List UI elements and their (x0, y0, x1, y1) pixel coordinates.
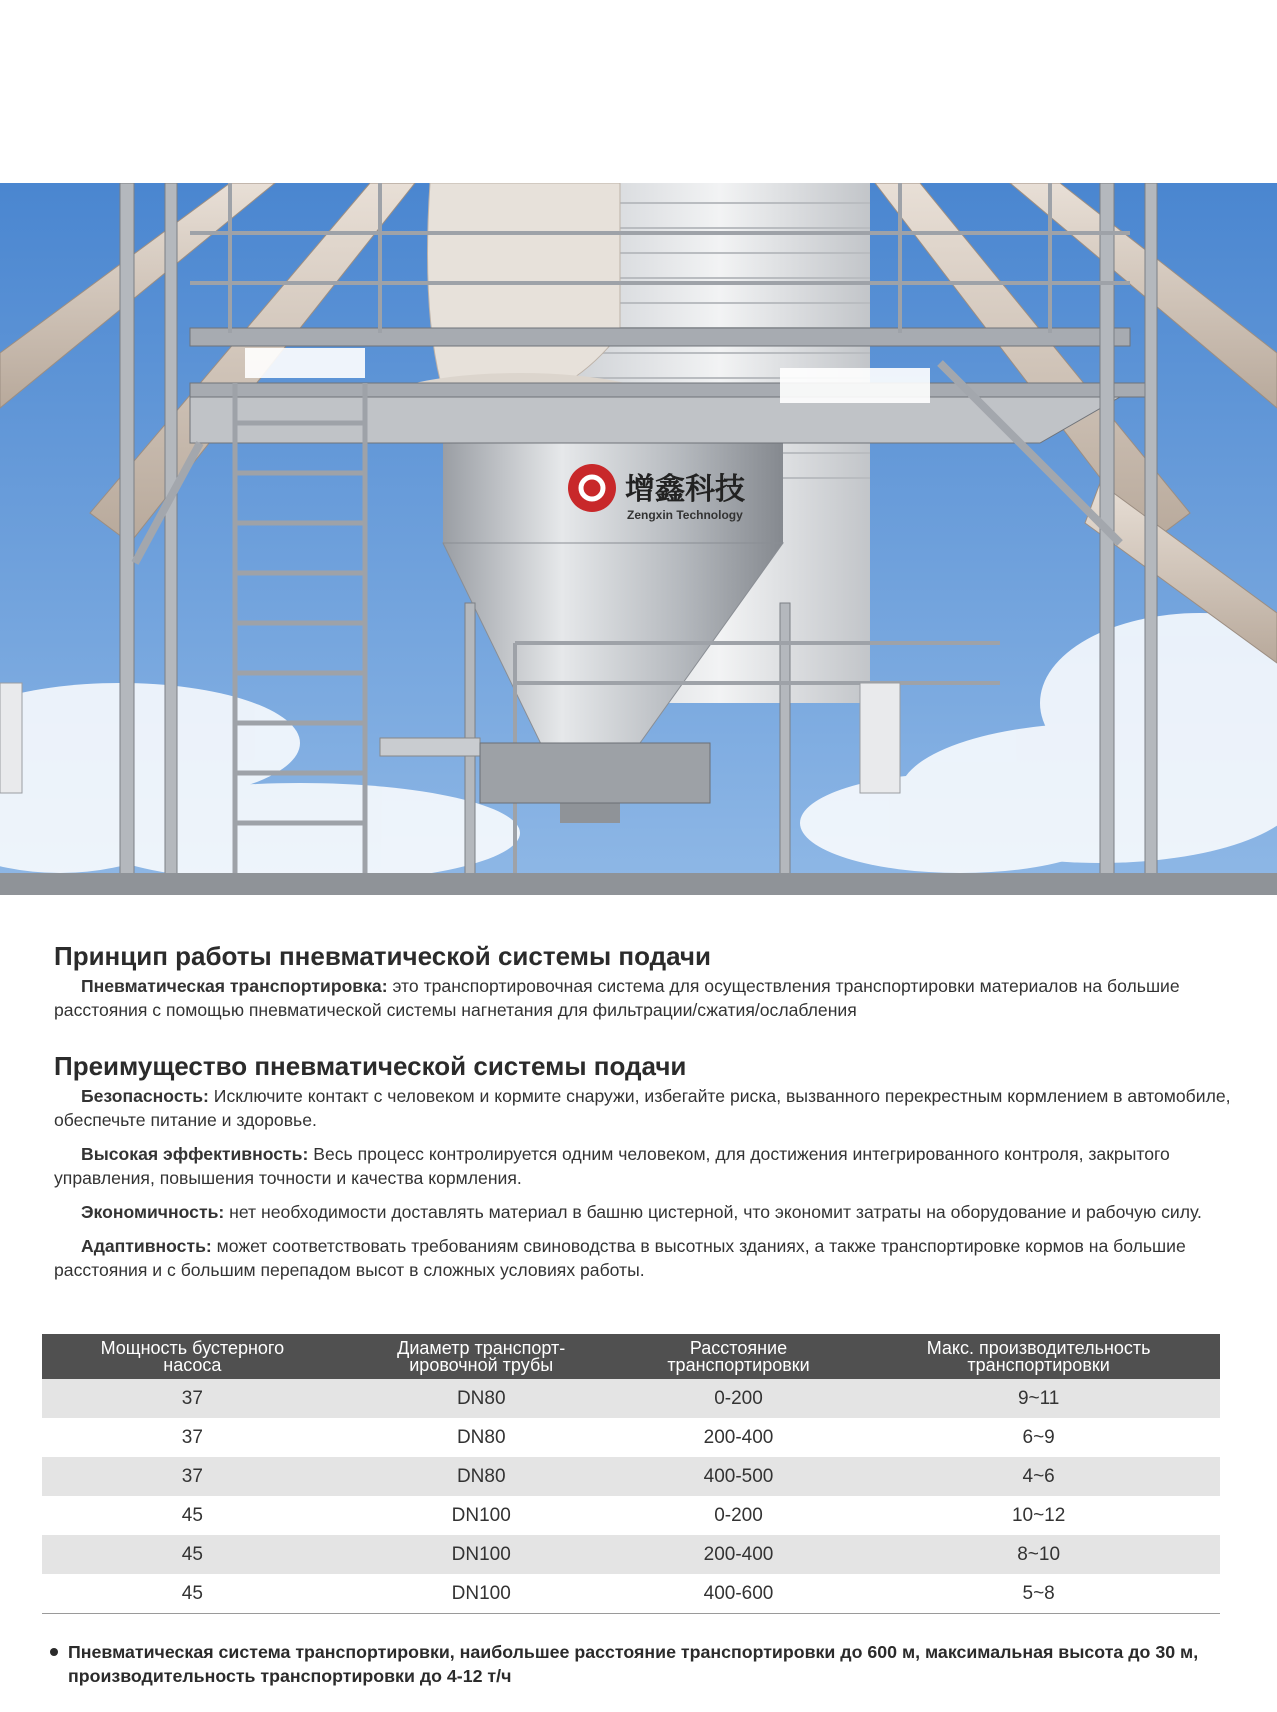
hero-image (0, 183, 1277, 895)
advantage-item (54, 1234, 1234, 1282)
advantage-item (54, 1200, 1234, 1224)
table-row (42, 1535, 1220, 1574)
principle-section (54, 940, 1234, 1022)
table-cell: 6~9 (1022, 1426, 1055, 1448)
table-row (42, 1379, 1220, 1418)
table-cell: 200-400 (620, 1535, 858, 1574)
hero-logo-cn: 增鑫科技 (625, 472, 745, 507)
table-cell: 200-400 (703, 1426, 774, 1448)
header-pump-power: Мощность бустерного насоса (42, 1334, 343, 1379)
advantage-item (54, 1084, 1234, 1132)
advantage-text: Весь процесс контролируется одним человеком, для достижения интегрированного контроля, закрытого управления, повышения точности и качества кормления. (54, 1144, 1170, 1188)
table-row (42, 1496, 1220, 1535)
hero-logo-en: Zengxin Technology (627, 508, 743, 522)
principle-paragraph (54, 974, 1234, 1022)
table-cell: 37 (181, 1426, 203, 1448)
header-max-capacity: Макс. производительность транспортировки (857, 1334, 1220, 1379)
advantage-lead: Безопасность: (81, 1086, 209, 1106)
table-cell: 45 (181, 1504, 203, 1526)
table-cell: 45 (42, 1535, 343, 1574)
table-cell: 10~12 (1011, 1504, 1066, 1526)
advantage-lead: Адаптивность: (81, 1236, 212, 1256)
table-cell: 400-600 (620, 1574, 858, 1614)
table-cell: 0-200 (620, 1379, 858, 1418)
table-row (42, 1457, 1220, 1496)
table-cell: 4~6 (857, 1457, 1220, 1496)
advantage-item (54, 1142, 1234, 1190)
advantages-section (54, 1050, 1234, 1282)
table-cell: DN80 (456, 1426, 506, 1448)
table-cell: 37 (42, 1379, 343, 1418)
table-cell: 0-200 (714, 1504, 763, 1526)
table-cell: DN100 (343, 1535, 620, 1574)
table-cell: 45 (42, 1574, 343, 1614)
bullet-icon (50, 1648, 58, 1656)
advantage-lead: Экономичность: (81, 1202, 225, 1222)
principle-lead: Пневматическая транспортировка: (81, 976, 388, 996)
table-cell: 9~11 (857, 1379, 1220, 1418)
table-cell: DN80 (343, 1379, 620, 1418)
table-row (42, 1418, 1220, 1457)
header-distance: Расстояние транспортировки (620, 1334, 858, 1379)
advantage-text: Исключите контакт с человеком и кормите снаружи, избегайте риска, вызванного перекрестным кормлением в автомобиле, обеспечьте питание и здоровье. (54, 1086, 1231, 1130)
table-cell: DN80 (343, 1457, 620, 1496)
principle-title: Принцип работы пневматической системы подачи (54, 941, 712, 971)
table-row (42, 1574, 1220, 1614)
spec-table (42, 1334, 1220, 1614)
advantages-title: Преимущество пневматической системы подачи (54, 1051, 687, 1081)
table-cell: DN100 (343, 1574, 620, 1614)
advantage-text: нет необходимости доставлять материал в башню цистерной, что экономит затраты на оборудование и рабочую силу. (224, 1202, 1202, 1222)
header-pipe-diameter: Диаметр транспорт- ировочной трубы (343, 1334, 620, 1379)
table-cell: DN100 (451, 1504, 511, 1526)
table-cell: 5~8 (857, 1574, 1220, 1614)
table-header-row (42, 1334, 1220, 1379)
table-cell: 400-500 (620, 1457, 858, 1496)
summary-note-text: Пневматическая система транспортировки, наибольшее расстояние транспортировки до 600 м, максимальная высота до 30 м, производительность транспортировки до 4-12 т/ч (68, 1642, 1199, 1686)
table-cell: 8~10 (857, 1535, 1220, 1574)
table-cell: 37 (42, 1457, 343, 1496)
principle-text: это транспортировочная система для осуществления транспортировки материалов на большие расстояния с помощью пневматической системы нагнетания для фильтрации/сжатия/ослабления (54, 976, 1180, 1020)
advantage-text: может соответствовать требованиям свиноводства в высотных зданиях, а также транспортировке кормов на большие расстояния и с большим перепадом высот в сложных условиях работы. (54, 1236, 1186, 1280)
advantage-lead: Высокая эффективность: (81, 1144, 309, 1164)
summary-note (46, 1640, 1258, 1688)
